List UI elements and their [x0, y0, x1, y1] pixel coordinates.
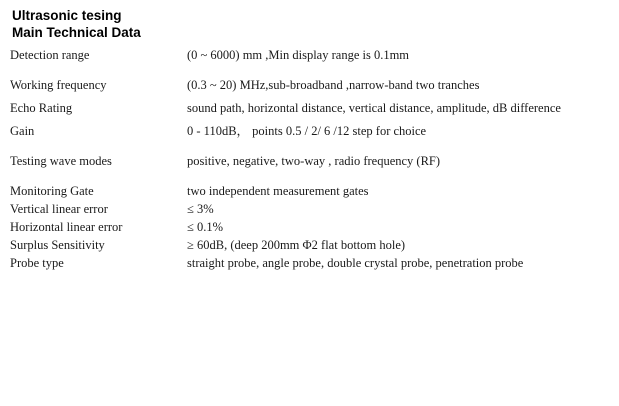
spec-label: Horizontal linear error [10, 220, 123, 234]
table-row [10, 123, 609, 153]
spec-label: Echo Rating [10, 101, 73, 115]
spec-label: Detection range [10, 48, 90, 62]
table-row [10, 201, 609, 219]
spec-label: Testing wave modes [10, 154, 112, 168]
spec-label: Surplus Sensitivity [10, 238, 105, 252]
spec-value: two independent measurement gates [187, 184, 369, 198]
table-row [10, 219, 609, 237]
table-row [10, 183, 609, 201]
page-title [12, 7, 609, 41]
spec-label: Gain [10, 124, 35, 138]
spec-value: positive, negative, two-way , radio frequency (RF) [187, 154, 441, 168]
spec-value: (0.3 ~ 20) MHz,sub-broadband ,narrow-band two tranches [187, 78, 480, 92]
spec-value: 0 - 110dB， points 0.5 / 2/ 6 /12 step for choice [187, 124, 427, 138]
spec-value: ≥ 60dB, (deep 200mm Φ2 flat bottom hole) [187, 238, 406, 252]
spec-value: (0 ~ 6000) mm ,Min display range is 0.1mm [187, 48, 410, 62]
spec-value: ≤ 3% [187, 202, 214, 216]
spec-label: Monitoring Gate [10, 184, 94, 198]
table-row [10, 47, 609, 77]
spec-value: sound path, horizontal distance, vertical distance, amplitude, dB difference [187, 101, 561, 115]
table-row [10, 153, 609, 183]
spec-label: Probe type [10, 256, 64, 270]
page-title-line-2: Main Technical Data [12, 25, 141, 40]
table-row [10, 100, 609, 123]
spec-label: Working frequency [10, 78, 107, 92]
spec-value: ≤ 0.1% [187, 220, 224, 234]
technical-data-table [10, 47, 609, 271]
spec-label: Vertical linear error [10, 202, 108, 216]
table-row [10, 237, 609, 255]
spec-value: straight probe, angle probe, double crystal probe, penetration probe [187, 256, 524, 270]
table-row [10, 255, 609, 271]
table-row [10, 77, 609, 100]
page-title-line-1: Ultrasonic tesing [12, 8, 122, 23]
